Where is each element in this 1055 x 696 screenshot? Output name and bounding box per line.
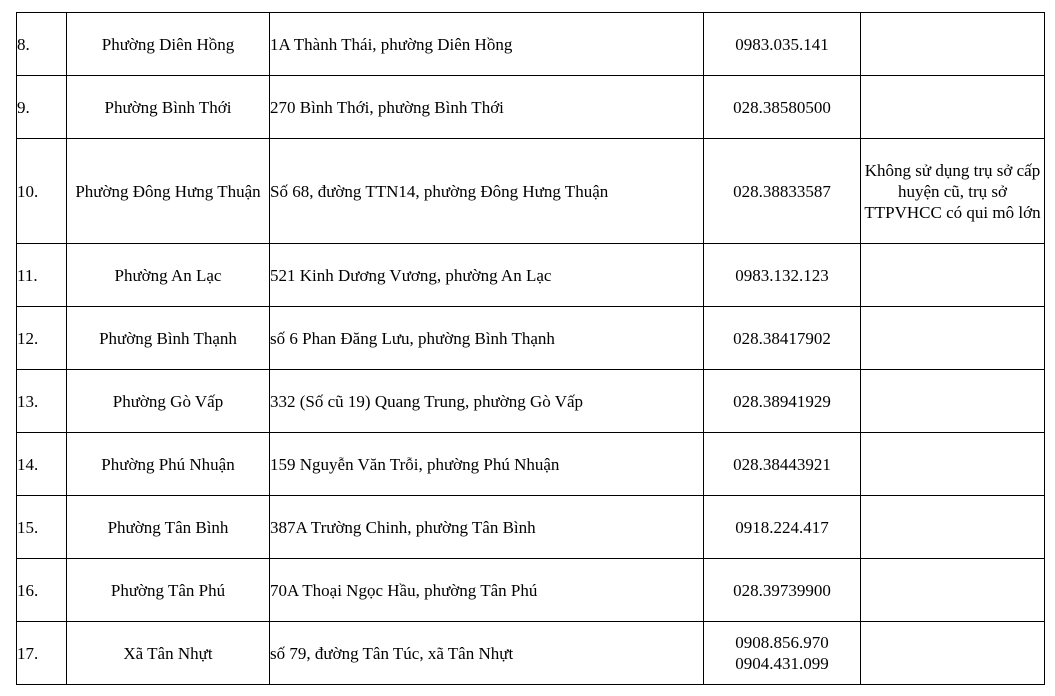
phone-cell: [704, 622, 861, 685]
ward-name: Phường Phú Nhuận: [67, 433, 270, 496]
phone: 0983.035.141: [704, 13, 861, 76]
row-number: 9.: [17, 76, 67, 139]
phone: 028.38580500: [704, 76, 861, 139]
phone: 028.38443921: [704, 433, 861, 496]
address: 270 Bình Thới, phường Bình Thới: [270, 76, 704, 139]
table-row: [17, 559, 1045, 622]
address: 1A Thành Thái, phường Diên Hồng: [270, 13, 704, 76]
ward-name: Xã Tân Nhựt: [67, 622, 270, 685]
address: số 79, đường Tân Túc, xã Tân Nhựt: [270, 622, 704, 685]
note: [861, 622, 1045, 685]
row-number: 17.: [17, 622, 67, 685]
note: [861, 496, 1045, 559]
address: 332 (Số cũ 19) Quang Trung, phường Gò Vấp: [270, 370, 704, 433]
ward-name: Phường Gò Vấp: [67, 370, 270, 433]
table-row: [17, 307, 1045, 370]
table-row: [17, 76, 1045, 139]
note: [861, 559, 1045, 622]
table-row: [17, 622, 1045, 685]
note: [861, 76, 1045, 139]
note: [861, 370, 1045, 433]
row-number: 14.: [17, 433, 67, 496]
ward-name: Phường Tân Bình: [67, 496, 270, 559]
address: 387A Trường Chinh, phường Tân Bình: [270, 496, 704, 559]
row-number: 8.: [17, 13, 67, 76]
note: Không sử dụng trụ sở cấp huyện cũ, trụ sở TTPVHCC có qui mô lớn: [861, 139, 1045, 244]
phone: 028.38417902: [704, 307, 861, 370]
table-row: [17, 13, 1045, 76]
ward-name: Phường An Lạc: [67, 244, 270, 307]
note: [861, 244, 1045, 307]
address: số 6 Phan Đăng Lưu, phường Bình Thạnh: [270, 307, 704, 370]
table-row: [17, 370, 1045, 433]
table-row: [17, 496, 1045, 559]
row-number: 13.: [17, 370, 67, 433]
phone-secondary: 0904.431.099: [735, 654, 829, 673]
row-number: 16.: [17, 559, 67, 622]
phone: 0983.132.123: [704, 244, 861, 307]
phone: 0918.224.417: [704, 496, 861, 559]
table-row: [17, 244, 1045, 307]
table-row: [17, 433, 1045, 496]
ward-name: Phường Bình Thới: [67, 76, 270, 139]
phone: 0908.856.970: [735, 633, 829, 652]
table-row: [17, 139, 1045, 244]
ward-name: Phường Tân Phú: [67, 559, 270, 622]
row-number: 10.: [17, 139, 67, 244]
phone: 028.39739900: [704, 559, 861, 622]
row-number: 11.: [17, 244, 67, 307]
address: Số 68, đường TTN14, phường Đông Hưng Thuận: [270, 139, 704, 244]
note: [861, 13, 1045, 76]
row-number: 12.: [17, 307, 67, 370]
address: 521 Kinh Dương Vương, phường An Lạc: [270, 244, 704, 307]
phone: 028.38941929: [704, 370, 861, 433]
note: [861, 433, 1045, 496]
ward-name: Phường Đông Hưng Thuận: [67, 139, 270, 244]
office-table: [16, 12, 1045, 685]
address: 159 Nguyễn Văn Trỗi, phường Phú Nhuận: [270, 433, 704, 496]
ward-name: Phường Diên Hồng: [67, 13, 270, 76]
note: [861, 307, 1045, 370]
phone: 028.38833587: [704, 139, 861, 244]
address: 70A Thoại Ngọc Hầu, phường Tân Phú: [270, 559, 704, 622]
ward-name: Phường Bình Thạnh: [67, 307, 270, 370]
row-number: 15.: [17, 496, 67, 559]
